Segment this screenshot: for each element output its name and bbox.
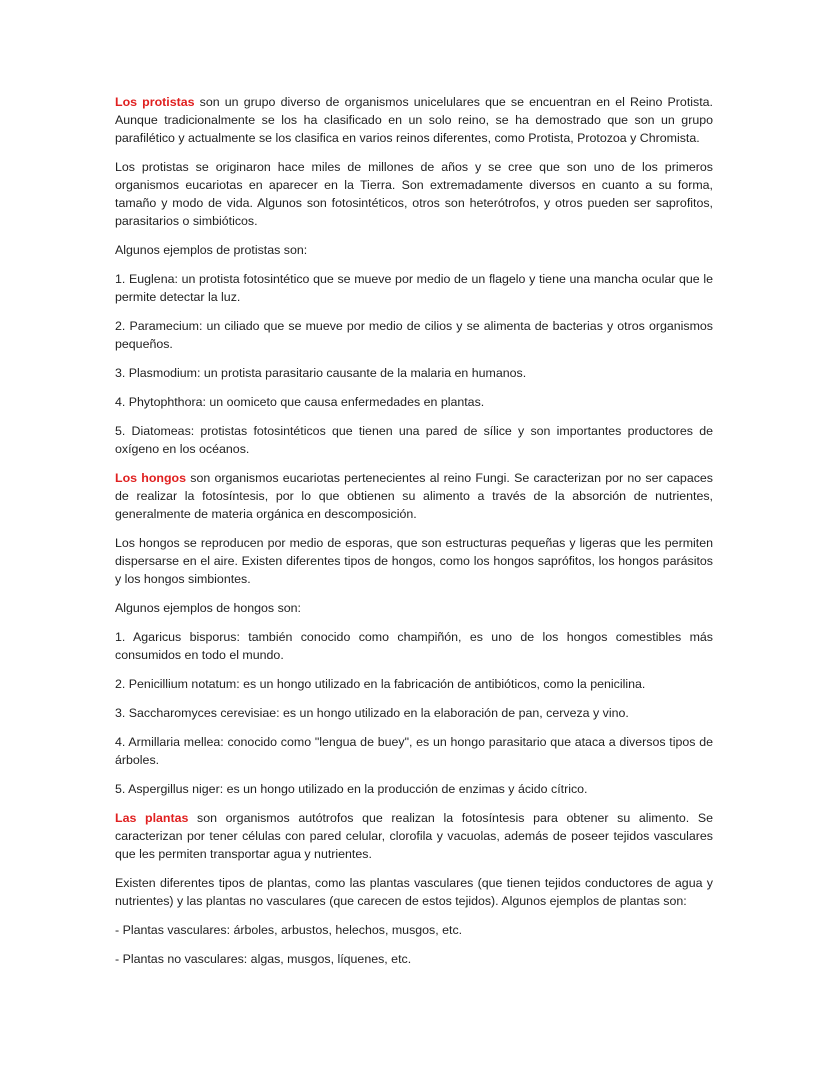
protistas-example-item: 1. Euglena: un protista fotosintético que se mueve por medio de un flagelo y tiene una mancha ocular que le permite detectar la luz. (115, 272, 713, 304)
document-page (115, 93, 713, 979)
plantas-example-item: - Plantas no vasculares: algas, musgos, líquenes, etc. (115, 952, 412, 966)
protistas-origin-paragraph: Los protistas se originaron hace miles de millones de años y se cree que son uno de los primeros organismos eucariotas en aparecer en la Tierra. Son extremadamente diversos en cuanto a su forma, tamaño y modo de vida. Algunos son fotosintéticos, otros son heterótrofos, y otros pueden ser saprofitos, parasitarios o simbióticos. (115, 160, 713, 228)
protistas-heading-highlight: Los protistas (115, 95, 195, 109)
protistas-example-item: 3. Plasmodium: un protista parasitario causante de la malaria en humanos. (115, 366, 527, 380)
hongos-examples-heading: Algunos ejemplos de hongos son: (115, 601, 301, 615)
plantas-intro-text: son organismos autótrofos que realizan la fotosíntesis para obtener su alimento. Se caracterizan por tener células con pared celular, clorofila y vacuolas, además de poseer tejidos vasculares que les permiten transportar agua y nutrientes. (115, 811, 713, 861)
hongos-intro-paragraph (115, 469, 713, 523)
protistas-example-item: 2. Paramecium: un ciliado que se mueve por medio de cilios y se alimenta de bacterias y otros organismos pequeños. (115, 319, 713, 351)
hongos-reproduction-paragraph: Los hongos se reproducen por medio de esporas, que son estructuras pequeñas y ligeras que les permiten dispersarse en el aire. Existen diferentes tipos de hongos, como los hongos saprófitos, los hongos parásitos y los hongos simbiontes. (115, 536, 713, 586)
plantas-heading-highlight: Las plantas (115, 811, 189, 825)
protistas-examples-heading: Algunos ejemplos de protistas son: (115, 243, 308, 257)
hongos-example-item: 3. Saccharomyces cerevisiae: es un hongo utilizado en la elaboración de pan, cerveza y vino. (115, 706, 629, 720)
plantas-intro-paragraph (115, 809, 713, 863)
protistas-intro-text: son un grupo diverso de organismos unicelulares que se encuentran en el Reino Protista. Aunque tradicionalmente se los ha clasificado en un solo reino, se ha demostrado que son un grupo parafilético y actualmente se los clasifica en varios reinos diferentes, como Protista, Protozoa y Chromista. (115, 95, 713, 145)
hongos-example-item: 2. Penicillium notatum: es un hongo utilizado en la fabricación de antibióticos, como la penicilina. (115, 677, 646, 691)
protistas-intro-paragraph (115, 93, 713, 147)
plantas-example-item: - Plantas vasculares: árboles, arbustos, helechos, musgos, etc. (115, 923, 463, 937)
hongos-example-item: 4. Armillaria mellea: conocido como "lengua de buey", es un hongo parasitario que ataca a diversos tipos de árboles. (115, 735, 713, 767)
protistas-example-item: 5. Diatomeas: protistas fotosintéticos que tienen una pared de sílice y son importantes productores de oxígeno en los océanos. (115, 424, 713, 456)
hongos-heading-highlight: Los hongos (115, 471, 187, 485)
hongos-intro-text: son organismos eucariotas pertenecientes al reino Fungi. Se caracterizan por no ser capaces de realizar la fotosíntesis, por lo que obtienen su alimento a través de la absorción de nutrientes, generalmente de materia orgánica en descomposición. (115, 471, 713, 521)
plantas-types-paragraph: Existen diferentes tipos de plantas, como las plantas vasculares (que tienen tejidos conductores de agua y nutrientes) y las plantas no vasculares (que carecen de estos tejidos). Algunos ejemplos de plantas son: (115, 876, 713, 908)
protistas-example-item: 4. Phytophthora: un oomiceto que causa enfermedades en plantas. (115, 395, 485, 409)
hongos-example-item: 1. Agaricus bisporus: también conocido como champiñón, es uno de los hongos comestibles más consumidos en todo el mundo. (115, 630, 713, 662)
hongos-example-item: 5. Aspergillus niger: es un hongo utilizado en la producción de enzimas y ácido cítrico. (115, 782, 588, 796)
